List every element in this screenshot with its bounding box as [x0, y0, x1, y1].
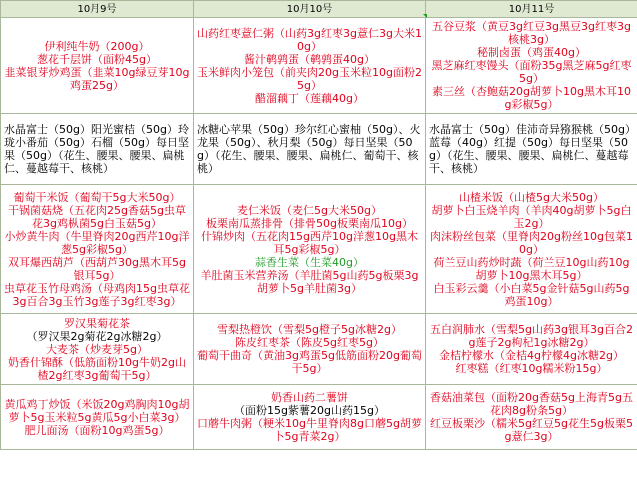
- menu-line: 黑芝麻红枣馒头（面粉35g黑芝麻5g红枣5g）: [431, 59, 632, 85]
- menu-line: 胡萝卜白玉烧羊肉（羊肉40g胡萝卜5g白玉2g）: [431, 203, 632, 230]
- menu-cell-content: [197, 323, 422, 375]
- menu-line: 黄瓜鸡丁炒饭（米饭20g鸡胸肉10g胡萝卜5g玉米粒5g黄瓜5g小白菜3g）: [4, 397, 190, 424]
- menu-cell: [426, 114, 637, 185]
- menu-line: 水晶富士（50g）佳沛奇异猕猴桃（50g）蓝莓（40g）红提（50g）每日坚果（50g）（花生、腰果、腰果、扁桃仁、蔓越莓干、核桃）: [429, 123, 631, 175]
- menu-line: 醋溜藕丁（莲藕40g）: [255, 91, 364, 105]
- meal-row: [1, 18, 637, 114]
- menu-line: 五白润肺水（雪梨5g山药3g银耳3g百合2g莲子2g枸杞1g冰糖2g）: [430, 323, 633, 349]
- menu-line: 五谷豆浆（黄豆3g红豆3g黑豆3g红枣3g核桃3g）: [432, 20, 631, 46]
- menu-cell: [426, 185, 637, 314]
- meal-row: [1, 114, 637, 185]
- menu-cell-content: [4, 191, 190, 308]
- menu-line: 金桔柠檬水（金桔4g柠檬4g冰糖2g）: [439, 349, 624, 362]
- menu-line: 荷兰豆山药炒时蔬（荷兰豆10g山药10g胡萝卜10g黑木耳5g）: [433, 255, 630, 282]
- menu-cell: [194, 18, 426, 114]
- menu-cell-content: [197, 27, 422, 105]
- menu-line: 口蘑牛肉粥（粳米10g牛里脊肉8g口蘑5g胡萝卜5g青菜2g）: [197, 417, 422, 443]
- menu-line: （罗汉果2g菊花2g冰糖2g）: [26, 329, 168, 343]
- menu-line: 什锦炒肉（五花肉15g西芹10g洋葱10g黑木耳5g彩椒5g）: [201, 229, 418, 256]
- menu-line: 奶香山药二薯饼: [271, 391, 348, 404]
- menu-line: 陈皮红枣茶（陈皮5g红枣5g）: [235, 336, 384, 349]
- header-row: [1, 1, 637, 18]
- menu-line: 罗汉果菊花茶: [64, 316, 130, 330]
- menu-line: （面粉15g紫薯20g山药15g）: [234, 404, 385, 417]
- menu-cell: [426, 385, 637, 450]
- menu-cell-content: [429, 323, 634, 375]
- day-header-1: 10月10号: [194, 1, 426, 18]
- menu-line: 玉米鲜肉小笼包（前夹肉20g玉米粒10g面粉25g）: [197, 65, 422, 92]
- menu-line: 葡萄干曲奇（黄油3g鸡蛋5g低筋面粉20g葡萄干5g）: [197, 349, 422, 375]
- menu-cell: [194, 385, 426, 450]
- menu-line: 蒜香生菜（生菜40g）: [255, 255, 364, 269]
- menu-cell-content: [4, 317, 190, 382]
- menu-line: 肉沫粉丝包菜（里脊肉20g粉丝10g包菜10g）: [430, 229, 633, 256]
- menu-cell: [1, 114, 194, 185]
- menu-cell-content: [429, 391, 634, 443]
- meal-row: [1, 385, 637, 450]
- menu-cell: [194, 114, 426, 185]
- menu-line: 葱花千层饼（面粉45g）: [37, 52, 157, 66]
- menu-line: 韭菜银芽炒鸡蛋（韭菜10g绿豆芽10g鸡蛋25g）: [4, 65, 190, 92]
- menu-cell-content: [4, 40, 190, 92]
- menu-line: 山楂米饭（山楂5g大米50g）: [459, 190, 604, 204]
- menu-line: 羊肚菌玉米营养汤（羊肚菌5g山药5g板栗3g胡萝卜5g羊肚菌3g）: [200, 268, 419, 295]
- menu-line: 大麦茶（炒麦芽5g）: [46, 342, 148, 356]
- menu-line: 干锅菌菇烧（五花肉25g香菇5g虫草花3g鸡枞菌5g白玉菇5g）: [8, 203, 186, 230]
- menu-line: 葡萄干米饭（葡萄干5g大米50g）: [13, 190, 181, 204]
- menu-line: 肥儿面汤（面粉10g鸡蛋5g）: [24, 423, 170, 437]
- day-header-2: 10月11号: [426, 1, 637, 18]
- menu-cell: [426, 18, 637, 114]
- menu-line: 香菇油菜包（面粉20g香菇5g上海青5g五花肉8g粉条5g）: [430, 391, 633, 417]
- menu-line: 奶香什锦酥（低筋面粉10g牛奶2g山楂2g红枣3g葡萄干5g）: [8, 355, 186, 382]
- menu-cell-content: [429, 191, 634, 308]
- menu-line: 冰糖心苹果（50g）珍尔红心蜜柚（50g）、火龙果（50g）、秋月梨（50g）每日坚果（50g）（花生、腰果、腰果、扁桃仁、葡萄干、核桃）: [197, 123, 421, 175]
- menu-cell-content: [4, 123, 190, 175]
- menu-line: 素三丝（杏鲍菇20g胡萝卜10g黑木耳10g彩椒5g）: [432, 85, 631, 111]
- menu-cell: [1, 185, 194, 314]
- menu-line: 山药红枣薏仁粥（山药3g红枣3g薏仁3g大米10g）: [197, 26, 422, 53]
- menu-cell: [194, 314, 426, 385]
- menu-cell-content: [429, 123, 634, 175]
- menu-line: 麦仁米饭（麦仁5g大米50g）: [237, 203, 382, 217]
- menu-line: 小炒黄牛肉（牛里脊肉20g西芹10g洋葱5g彩椒5g）: [4, 229, 190, 256]
- menu-line: 酱汁鹌鹑蛋（鹌鹑蛋40g）: [244, 52, 375, 66]
- menu-line: 板栗南瓜蒸排骨（排骨50g板栗南瓜10g）: [206, 216, 413, 230]
- menu-cell: [1, 385, 194, 450]
- menu-line: 伊利纯牛奶（200g）: [44, 39, 150, 53]
- menu-line: 白玉彩云羹（小白菜5g金针菇5g山药5g鸡蛋10g）: [433, 281, 630, 308]
- menu-cell-content: [197, 204, 422, 295]
- menu-line: 虫草花玉竹母鸡汤（母鸡肉15g虫草花3g百合3g玉竹3g莲子3g红枣3g）: [4, 281, 190, 308]
- menu-line: 红枣糕（红枣10g糯米粉15g）: [455, 362, 608, 375]
- menu-line: 红豆板栗沙（糯米5g红豆5g花生5g板栗5g薏仁3g）: [430, 417, 633, 443]
- meal-row: [1, 185, 637, 314]
- menu-line: 秘制卤蛋（鸡蛋40g）: [477, 46, 586, 59]
- menu-cell: [1, 314, 194, 385]
- menu-cell: [1, 18, 194, 114]
- menu-cell: [194, 185, 426, 314]
- menu-cell-content: [197, 391, 422, 443]
- meal-row: [1, 314, 637, 385]
- menu-line: 双耳爆西葫芦（西葫芦30g黑木耳5g银耳5g）: [8, 255, 186, 282]
- menu-line: 水晶富士（50g）阳光蜜桔（50g）玲珑小番茄（50g）石榴（50g）每日坚果（50g）（花生、腰果、腰果、扁桃仁、蔓越莓干、核桃）: [4, 123, 189, 175]
- menu-cell-content: [197, 123, 422, 175]
- menu-cell-content: [429, 20, 634, 111]
- day-header-0: 10月9号: [1, 1, 194, 18]
- menu-cell-content: [4, 398, 190, 437]
- menu-cell: [426, 314, 637, 385]
- menu-line: 雪梨热橙饮（雪梨5g橙子5g冰糖2g）: [217, 323, 402, 336]
- cell-comment-marker: [423, 14, 427, 18]
